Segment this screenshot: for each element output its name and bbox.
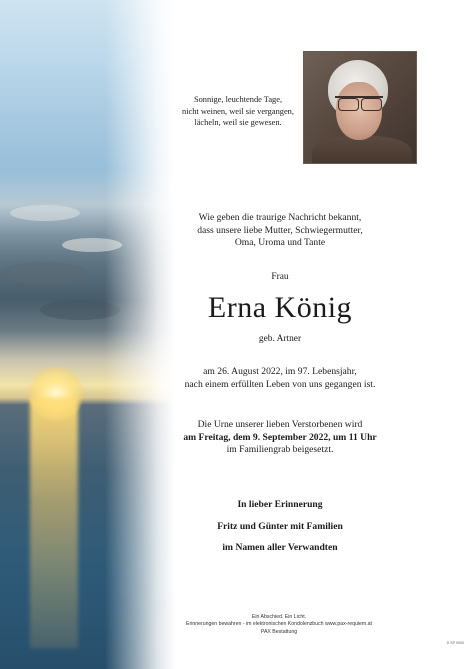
- portrait-face: [336, 82, 382, 140]
- deceased-portrait: [303, 51, 417, 164]
- funeral-line: im Familiengrab beigesetzt.: [226, 444, 334, 456]
- maiden-name: geb. Artner: [258, 334, 302, 344]
- quote-line: nicht weinen, weil sie vergangen,: [182, 106, 294, 116]
- memorial-quote: [176, 94, 300, 129]
- intro-line: dass unsere liebe Mutter, Schwiegermutter,: [197, 224, 363, 236]
- footer-line: Ein Abschied. Ein Licht.: [251, 614, 307, 620]
- signature-line: In lieber Erinnerung: [237, 499, 323, 510]
- cloud-shape: [10, 205, 80, 221]
- portrait-glasses: [335, 96, 383, 110]
- deceased-name: Erna König: [207, 291, 353, 324]
- cloud-shape: [0, 262, 90, 284]
- quote-line: lächeln, weil sie gewesen.: [194, 118, 282, 127]
- funeral-line: Die Urne unserer lieben Verstorbenen wird: [197, 419, 363, 430]
- death-line: nach einem erfüllten Leben von uns gegangen ist.: [184, 378, 376, 390]
- signature-line: Fritz und Günter mit Familien: [217, 521, 343, 532]
- footer-line: PAX Bestattung: [260, 628, 298, 635]
- sun-reflection: [30, 398, 78, 648]
- print-code: D SP 9000: [446, 641, 464, 645]
- death-line: am 26. August 2022, im 97. Lebensjahr,: [203, 366, 357, 377]
- portrait-body: [312, 136, 412, 164]
- footer-line: Erinnerungen bewahren - im elektronischen Kondolenzbuch www.pax-requiem.at: [186, 621, 372, 628]
- intro-line: Oma, Uroma und Tante: [234, 237, 326, 249]
- glasses-lens: [338, 98, 359, 111]
- intro-line: Wie geben die traurige Nachricht bekannt,: [198, 212, 362, 223]
- footer: [120, 614, 438, 636]
- funeral-date: am Freitag, dem 9. September 2022, um 11 Uhr: [183, 431, 377, 443]
- death-notice: [120, 366, 440, 391]
- quote-line: Sonnige, leuchtende Tage,: [193, 95, 283, 104]
- glasses-lens: [361, 98, 382, 111]
- deceased-title: Frau: [271, 272, 289, 282]
- funeral-details: [120, 419, 440, 457]
- signature-line: im Namen aller Verwandten: [222, 542, 338, 553]
- announcement-intro: [120, 212, 440, 250]
